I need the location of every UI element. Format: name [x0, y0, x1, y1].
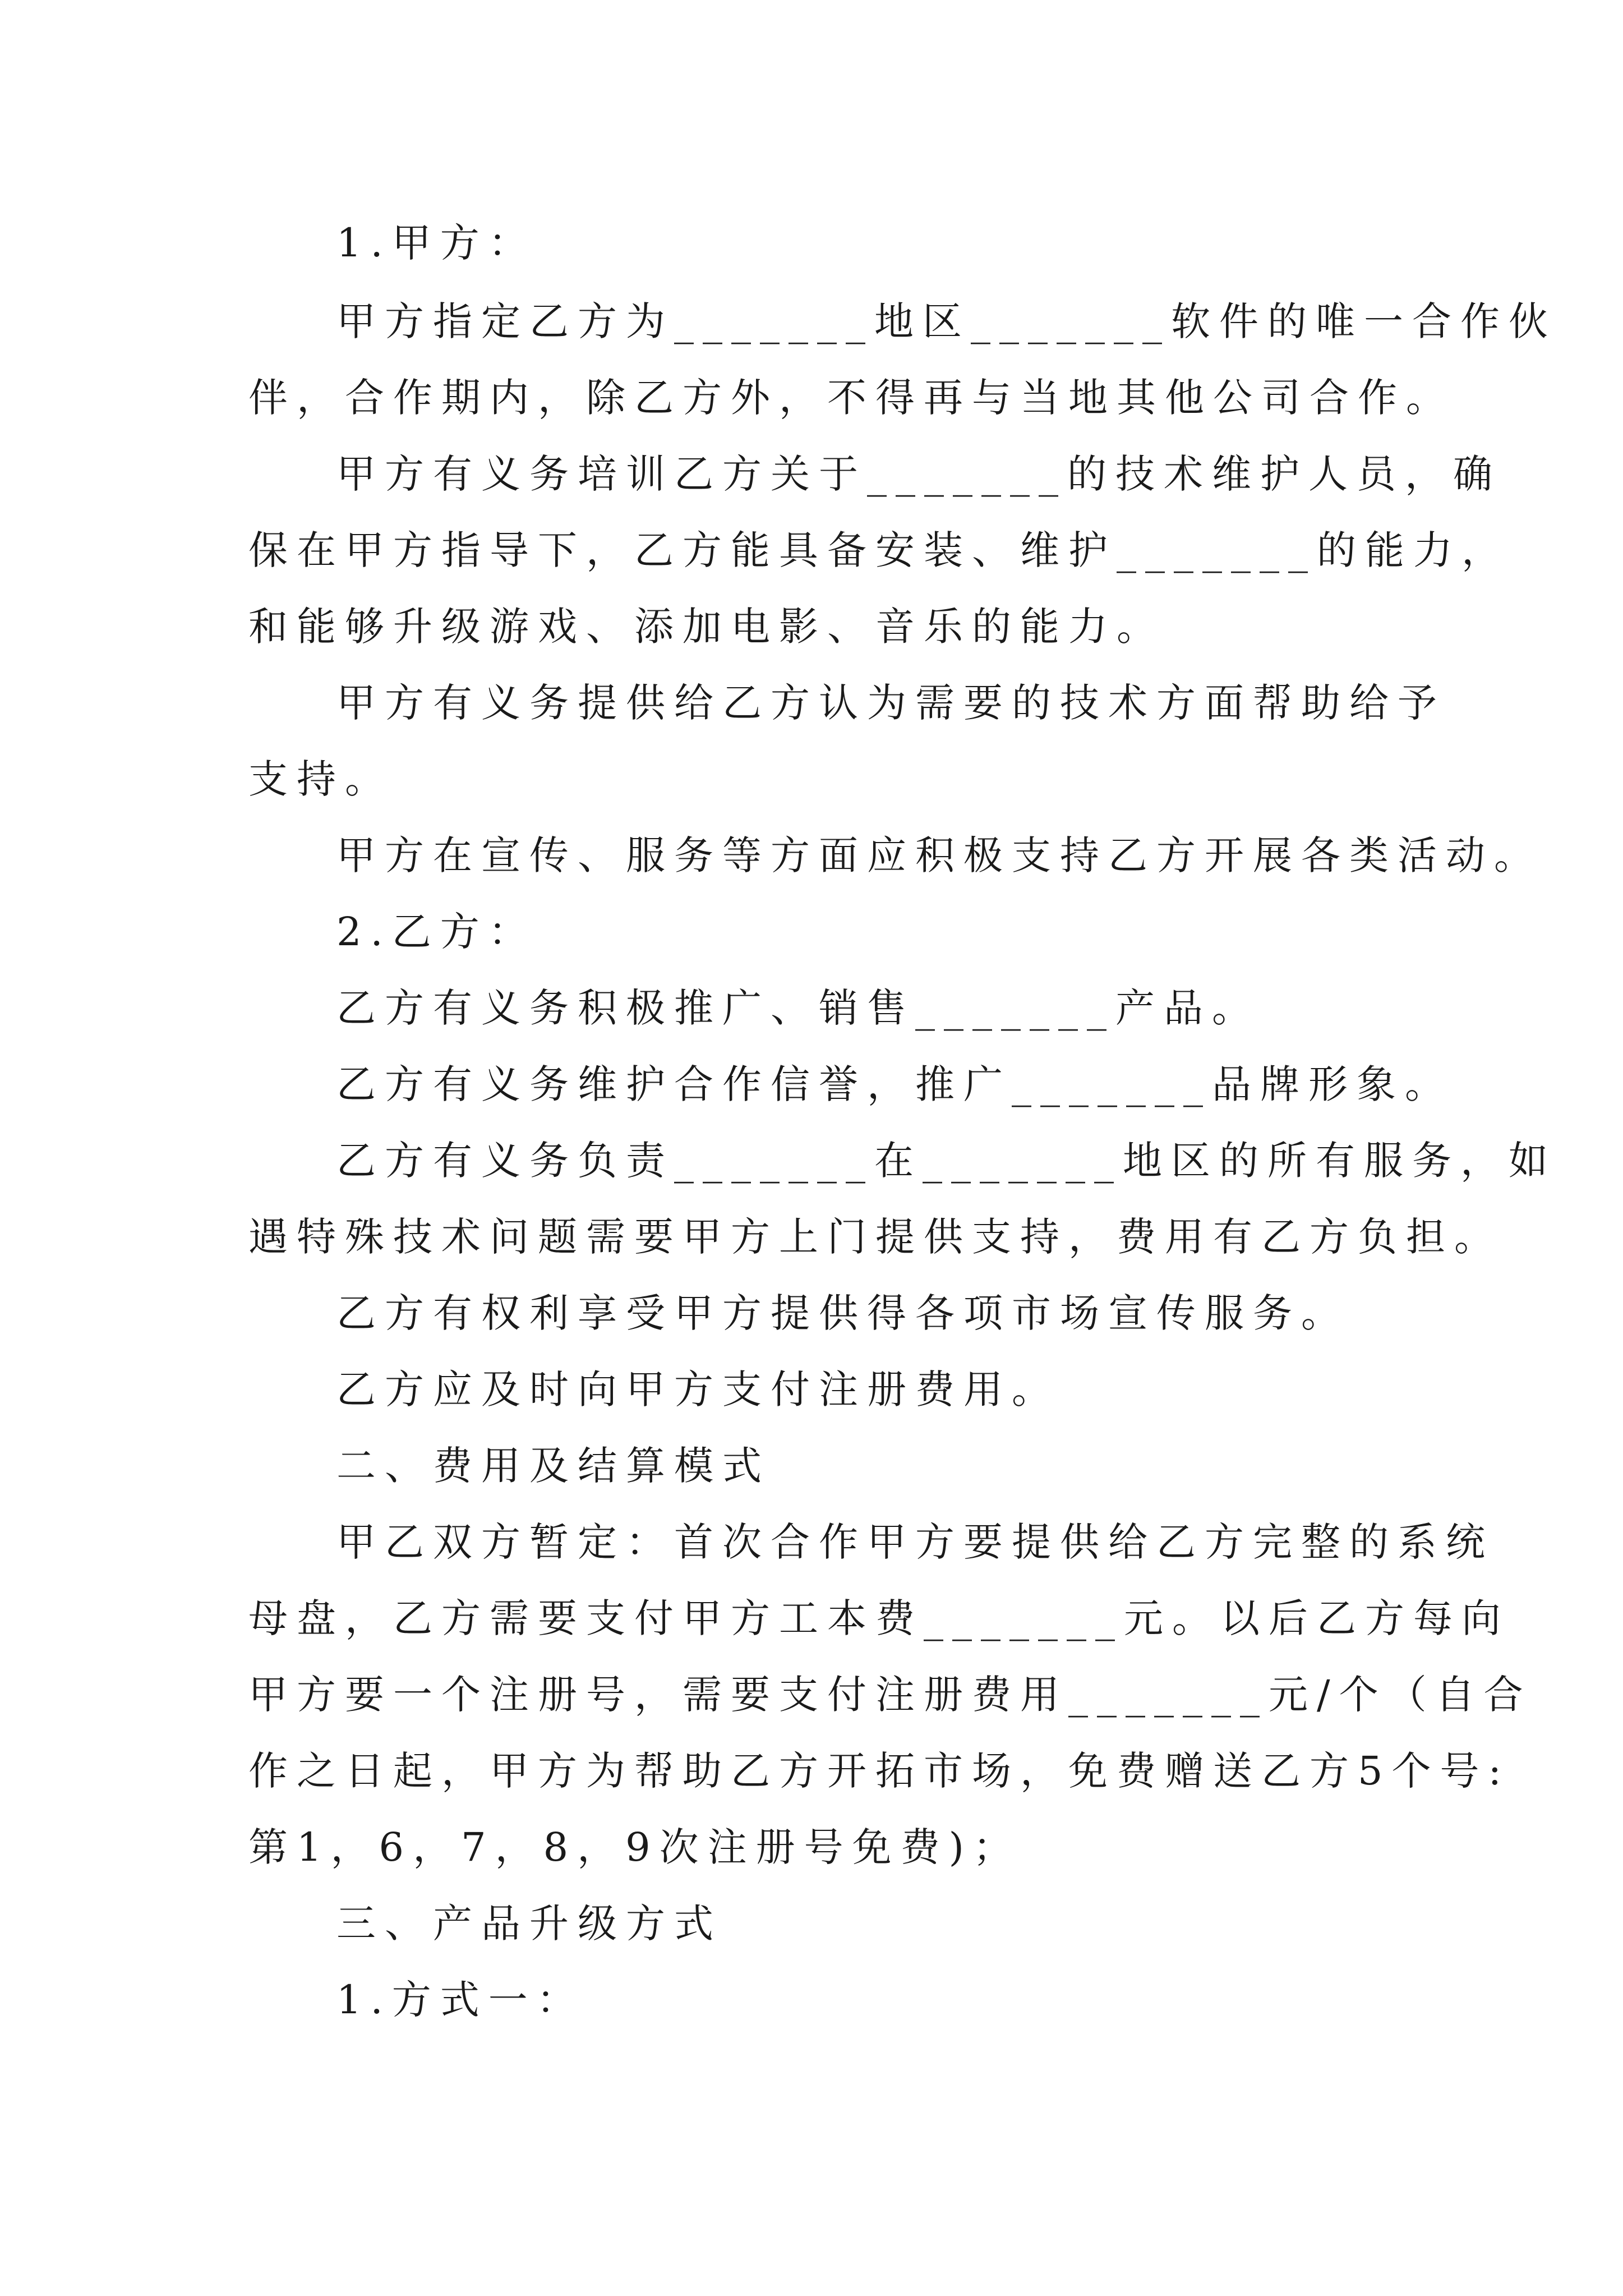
- paragraph-line: 甲方指定乙方为_______地区_______软件的唯一合作伙: [336, 298, 1557, 344]
- section-heading-fees: 二、费用及结算模式: [336, 1443, 771, 1489]
- subsection-heading-method-one: 1.方式一：: [336, 1977, 585, 2023]
- paragraph-line: 乙方有义务维护合作信誉，推广_______品牌形象。: [336, 1061, 1453, 1107]
- paragraph-line: 乙方有义务负责_______在_______地区的所有服务，如: [336, 1138, 1557, 1184]
- paragraph-line: 甲方有义务培训乙方关于_______的技术维护人员，确: [336, 451, 1501, 497]
- paragraph-line: 乙方有权利享受甲方提供得各项市场宣传服务。: [336, 1290, 1349, 1336]
- paragraph-line: 遇特殊技术问题需要甲方上门提供支持，费用有乙方负担。: [248, 1214, 1502, 1260]
- paragraph-line: 甲方要一个注册号，需要支付注册费用_______元/个（自合: [248, 1672, 1532, 1718]
- paragraph-line: 支持。: [248, 756, 393, 802]
- section-heading-party-b: 2.乙方：: [336, 909, 537, 955]
- paragraph-line: 乙方有义务积极推广、销售_______产品。: [336, 985, 1260, 1031]
- paragraph-line: 作之日起，甲方为帮助乙方开拓市场，免费赠送乙方5个号:: [248, 1748, 1511, 1794]
- paragraph-line: 伴，合作期内，除乙方外，不得再与当地其他公司合作。: [248, 375, 1454, 421]
- section-heading-party-a: 1.甲方：: [336, 220, 537, 266]
- paragraph-line: 第1，6，7，8，9次注册号免费)；: [248, 1824, 1021, 1870]
- paragraph-line: 甲方在宣传、服务等方面应积极支持乙方开展各类活动。: [336, 832, 1542, 878]
- paragraph-line: 乙方应及时向甲方支付注册费用。: [336, 1366, 1060, 1412]
- paragraph-line: 和能够升级游戏、添加电影、音乐的能力。: [248, 604, 1165, 650]
- section-heading-upgrade: 三、产品升级方式: [336, 1901, 722, 1947]
- paragraph-line: 母盘，乙方需要支付甲方工本费_______元。以后乙方每向: [248, 1595, 1510, 1641]
- paragraph-line: 甲乙双方暂定：首次合作甲方要提供给乙方完整的系统: [336, 1519, 1494, 1565]
- paragraph-line: 甲方有义务提供给乙方认为需要的技术方面帮助给予: [336, 680, 1446, 726]
- paragraph-line: 保在甲方指导下，乙方能具备安装、维护_______的能力，: [248, 527, 1510, 573]
